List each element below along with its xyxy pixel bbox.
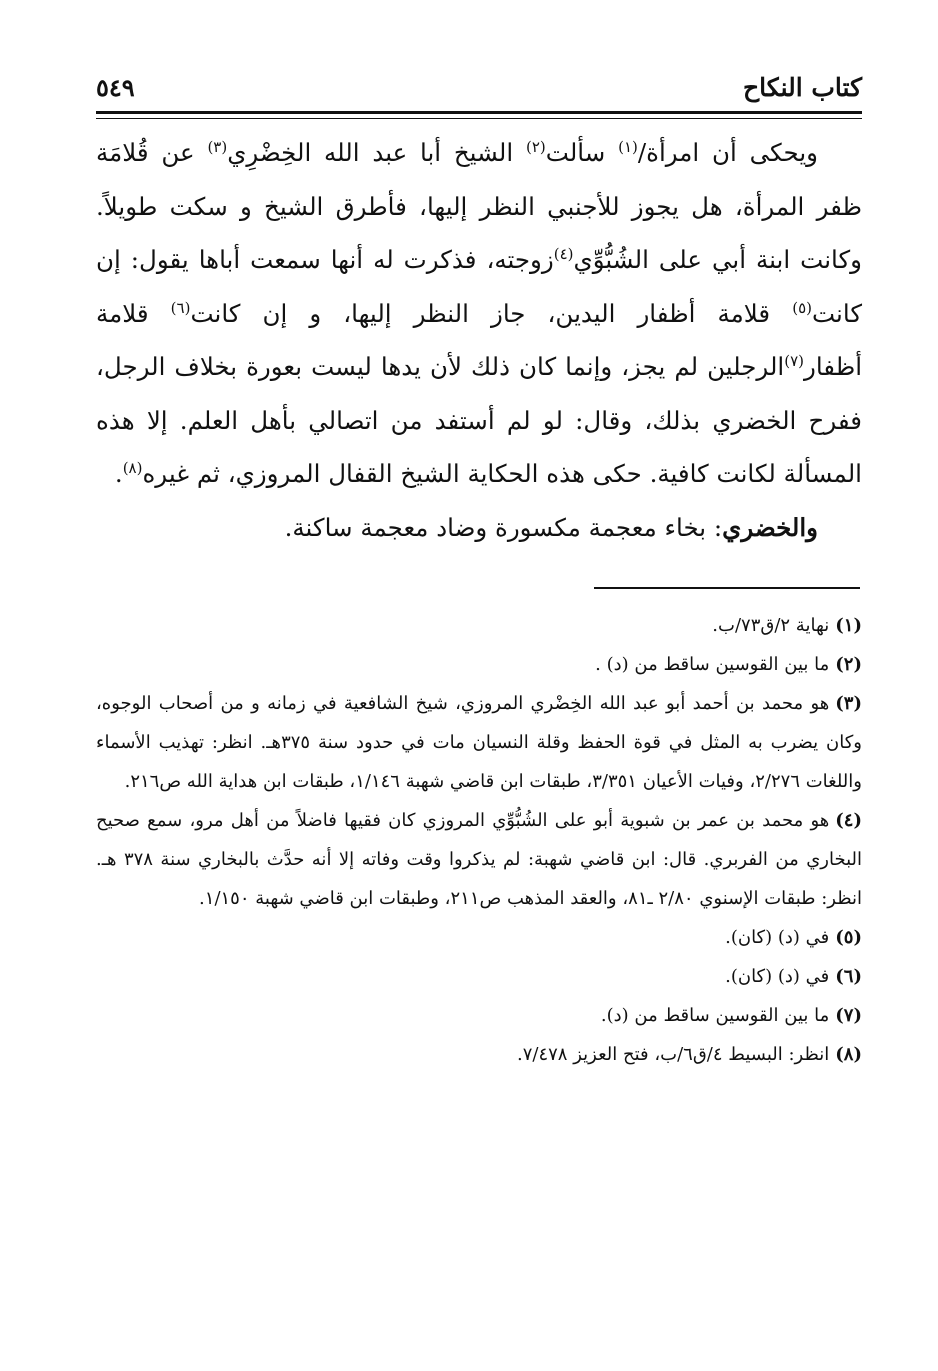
text-run: قلامة أظفار <box>96 298 862 381</box>
text-run: ويحكى أن امرأة/ <box>637 138 819 167</box>
main-text <box>96 126 862 554</box>
paragraph-2 <box>96 501 862 555</box>
footnote-ref-4: (٤) <box>553 244 574 263</box>
footnote-text: نهاية ٢/ق٧٣/ب. <box>712 615 830 636</box>
text-run: الشيخ أبا عبد الله الخِضْرِي <box>227 138 526 167</box>
footnote-number: (٥) <box>835 927 862 948</box>
footnote <box>96 918 862 957</box>
text-run: سألت <box>545 138 619 167</box>
definition-text: : بخاء معجمة مكسورة وضاد معجمة ساكنة. <box>284 512 723 542</box>
footnote-text: في (د) (كان). <box>725 966 830 987</box>
defined-term: والخضري <box>722 512 818 542</box>
footnote-separator <box>594 587 860 589</box>
footnote <box>96 1035 862 1074</box>
footnote-text: هو محمد بن أحمد أبو عبد الله الخِضْري المروزي، شيخ الشافعية في زمانه و من أصحاب الوجوه، وكان يضرب به المثل في قوة الحفظ وقلة النسيان مات في حدود سنة ٣٧٥هـ. انظر: تهذيب الأسماء واللغات ٢/٢٧٦، وفيات الأعيان ٣/٣٥١، طبقات ابن قاضي شهبة ١/١٤٦، طبقات ابن هداية الله ص٢١٦. <box>96 693 862 792</box>
footnote-ref-6: (٦) <box>170 298 191 317</box>
footnote-number: (٧) <box>835 1005 862 1026</box>
footnote-number: (٣) <box>835 693 862 714</box>
footnote <box>96 645 862 684</box>
footnote-ref-8: (٨) <box>122 458 143 477</box>
text-run: زوجته، فذكرت له أنها سمعت أباها يقول: إن كانت <box>96 245 862 328</box>
footnote-ref-5: (٥) <box>792 298 812 317</box>
footnote-text: ما بين القوسين ساقط من (د) . <box>595 654 830 675</box>
footnote-number: (٦) <box>835 966 862 987</box>
footnotes <box>96 606 862 1074</box>
footnote-number: (٨) <box>835 1044 862 1065</box>
page-header <box>96 62 862 102</box>
footnote <box>96 801 862 918</box>
footnote-text: ما بين القوسين ساقط من (د). <box>600 1005 830 1026</box>
footnote <box>96 684 862 801</box>
footnote-ref-1: (١) <box>618 137 638 156</box>
text-run: عن قُلامَة ظفر المرأة، هل يجوز للأجنبي النظر إليها، فأطرق الشيخ و سكت طويلاً. وكانت ابنة أبي على الشُبُّوِّي <box>96 138 863 274</box>
footnote-text: هو محمد بن عمر بن شبوية أبو على الشُبُّوِّي المروزي كان فقيها فاضلاً من أهل مرو، سمع صحيح البخاري من الفربري. قال: ابن قاضي شهبة: لم يذكروا وقت وفاته إلا أنه حدَّث بالبخاري سنة ٣٧٨ هـ. انظر: طبقات الإسنوي ٢/٨٠ ـ٨١، والعقد المذهب ص٢١١، وطبقات ابن قاضي شهبة ١/١٥٠. <box>96 810 862 909</box>
footnote <box>96 996 862 1035</box>
footnote-text: انظر: البسيط ٤/ق٦/ب، فتح العزيز ٧/٤٧٨. <box>517 1044 830 1065</box>
footnote-ref-2: (٢) <box>526 137 546 156</box>
text-run: . <box>114 459 123 488</box>
footnote-ref-7: (٧) <box>784 351 804 370</box>
footnote-number: (٢) <box>835 654 862 675</box>
text-run: الرجلين لم يجز، وإنما كان ذلك لأن يدها ليست بعورة بخلاف الرجل، ففرح الخضري بذلك، وقال: لو لم أستفد من اتصالي بأهل العلم. إلا هذه المسألة لكانت كافية. حكى هذه الحكاية الشيخ القفال المروزي، ثم غيره <box>96 352 862 488</box>
text-run: قلامة أظفار اليدين، جاز النظر إليها، و إن كانت <box>190 298 793 328</box>
footnote-ref-3: (٣) <box>207 137 228 156</box>
chapter-title: كتاب النكاح <box>743 73 862 102</box>
footnote <box>96 957 862 996</box>
footnote <box>96 606 862 645</box>
paragraph-1 <box>96 126 862 501</box>
header-rule-thick <box>96 111 862 114</box>
page-number: ٥٤٩ <box>96 73 135 102</box>
header-rule-thin <box>96 118 862 119</box>
footnote-number: (٤) <box>835 810 862 831</box>
footnote-text: في (د) (كان). <box>725 927 830 948</box>
footnote-number: (١) <box>835 615 862 636</box>
